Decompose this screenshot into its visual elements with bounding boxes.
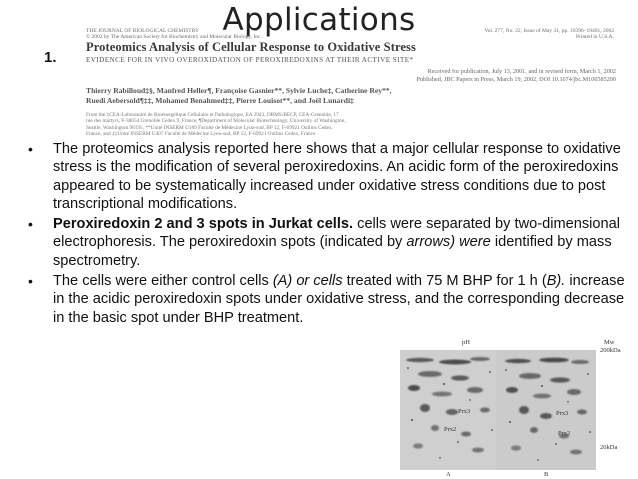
journal-volume: Vol. 277, No. 22, Issue of May 31, pp. 19396–19401, 2002 [484, 28, 614, 34]
bullet-item-1 [28, 140, 626, 213]
bullet-dot: • [28, 141, 33, 157]
bullet-3-italic-1: (A) or cells [272, 273, 343, 290]
prx3-label-a: Prx3 [458, 408, 471, 415]
mw-20kda-label: 20kDa [600, 444, 618, 451]
bullet-dot: • [28, 273, 33, 290]
paper-subtitle: EVIDENCE FOR IN VIVO OVEROXIDATION OF PEROXIREDOXINS AT THEIR ACTIVE SITE* [86, 56, 414, 64]
bullet-2-text-3: identified by mass spectrometry. [53, 234, 612, 269]
published-line: Published, JBC Papers in Press, March 19, 2002, DOI 10.1074/jbc.M106585200 [416, 75, 616, 83]
bullet-2-bold: Peroxiredoxin 2 and 3 spots in Jurkat cells. [53, 216, 354, 233]
bullet-dot: • [28, 216, 33, 233]
received-line: Received for publication, July 13, 2001, and in revised form, March 1, 2002 [427, 68, 616, 75]
bullet-item-2 [28, 215, 626, 270]
paper-title: Proteomics Analysis of Cellular Response to Oxidative Stress [86, 40, 416, 54]
bullet-list [28, 140, 626, 329]
panel-a-label: A [446, 471, 451, 478]
bullet-3-text-1: The cells were either control cells [53, 273, 273, 290]
bullet-item-3 [28, 272, 626, 327]
gel-electrophoresis-figure [386, 338, 638, 479]
gel-panel-a [400, 350, 500, 470]
bullet-3-italic-2: B). [546, 273, 566, 290]
journal-name: THE JOURNAL OF BIOLOGICAL CHEMISTRY [86, 28, 199, 34]
bullet-3-text-2: treated with 75 M BHP for 1 h ( [342, 273, 547, 290]
panel-b-label: B [544, 471, 549, 478]
paper-authors [86, 86, 392, 106]
mw-200kda-label: 200kDa [600, 347, 621, 354]
slide-title: Applications [222, 2, 416, 38]
mw-label: Mw [604, 339, 615, 346]
prx2-label-a: Prx2 [444, 426, 457, 433]
bullet-3-text-3: increase in the acidic peroxiredoxin spots under oxidative stress, and the corresponding decrease in the basic spot under BHP treatment. [53, 273, 625, 326]
bullet-2-italic-1: arrows) [406, 234, 456, 251]
prx3-label-b: Prx3 [556, 410, 569, 417]
bullet-1-text: The proteomics analysis reported here shows that a major cellular response to oxidative stress is the modification of several peroxiredoxins. An acidic form of the peroxiredoxins appeared to be systematically increased under oxidative stress conditions due to post transcriptional modifications. [53, 141, 621, 212]
affil-line-2: rue des martyrs, F-38054 Grenoble Cedex 9, France, ¶Department of Molecular Biotechnology, University of Washington, [86, 118, 346, 125]
gel-a-image [400, 350, 500, 470]
paper-received [416, 68, 616, 83]
gel-panel-b [496, 350, 596, 470]
bullet-2-text-1: cells were separated by two-dimensional electrophoresis. The peroxiredoxin spots (indicated by [53, 216, 620, 251]
authors-line-2: Ruedi Aebersold¶‡‡, Mohamed Benahmed‡‡, Pierre Louisot**, and Joël Lunardi‡ [86, 96, 354, 105]
affil-line-1: From the ‡CEA-Laboratoire de Bioénergétique Cellulaire et Pathologique, EA 2943, DBMS/BECP, CEA-Grenoble, 17 [86, 112, 339, 118]
item-number: 1. [44, 49, 57, 66]
affil-line-4: France, and ‡‡Unité INSERM U407 Faculté de Médecine Lyon-sud, BP 12, F-69921 Oullins Cedex, France [86, 131, 316, 138]
bullet-2-italic-2: were [459, 234, 491, 251]
journal-printed: Printed in U.S.A. [575, 34, 614, 40]
paper-header-image [86, 26, 626, 138]
prx2-label-b: Prx2 [558, 430, 571, 437]
affil-line-3: Seattle, Washington 98195, **Unité INSERM U189 Faculté de Médecine Lyon-sud, BP 12, F-69921 Oullins Cedex, [86, 124, 333, 131]
ph-label: pH [462, 339, 470, 346]
paper-affiliations [86, 112, 346, 138]
authors-line-1: Thierry Rabilloud‡§, Manfred Heller¶, Françoise Gasnier**, Sylvie Luche‡, Catherine Rey**, [86, 86, 392, 95]
journal-copyright: © 2002 by The American Society for Biochemistry and Molecular Biology, Inc. [86, 34, 262, 40]
gel-b-image [496, 350, 596, 470]
